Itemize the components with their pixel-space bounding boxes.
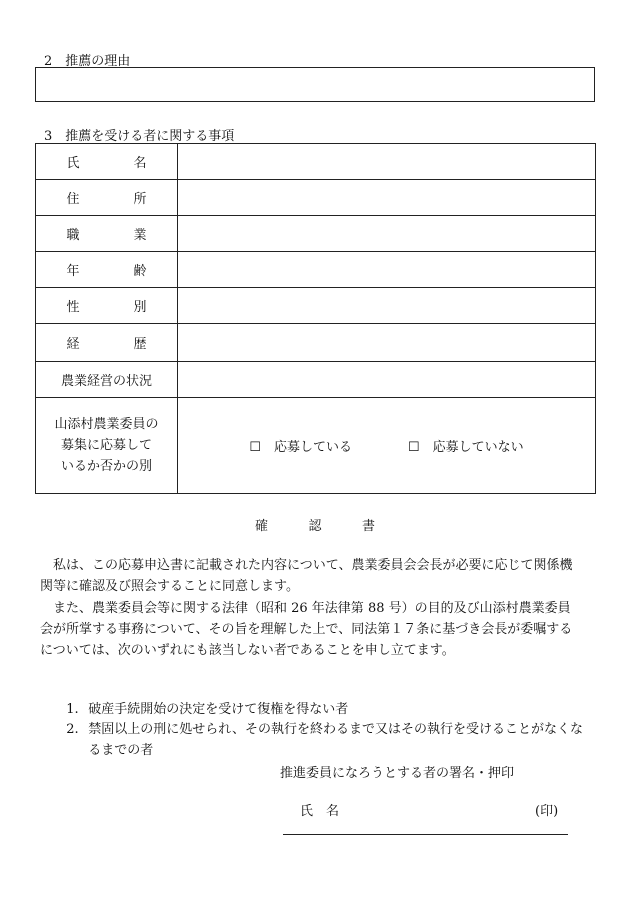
label-gender: 性 別 bbox=[36, 288, 178, 324]
list-item: 1. 破産手続開始の決定を受けて復権を得ない者 bbox=[66, 702, 349, 717]
signature-line-field[interactable] bbox=[283, 834, 568, 835]
value-name-field[interactable] bbox=[178, 144, 596, 180]
section-2-heading: 2 推薦の理由 bbox=[44, 54, 131, 69]
table-row-career bbox=[36, 324, 596, 362]
label-application: 山添村農業委員の 募集に応募して いるか否かの別 bbox=[36, 398, 178, 494]
value-address-field[interactable] bbox=[178, 180, 596, 216]
value-farm-status-field[interactable] bbox=[178, 362, 596, 398]
value-career-field[interactable] bbox=[178, 324, 596, 362]
table-row-farm-status bbox=[36, 362, 596, 398]
value-occupation-field[interactable] bbox=[178, 216, 596, 252]
label-occupation: 職 業 bbox=[36, 216, 178, 252]
consent-paragraph: 私は、この応募申込書に記載された内容について、農業委員会会長が必要に応じて関係機 関等に確認及び照会することに同意します。 bbox=[40, 558, 573, 594]
confirmation-title: 確 認 書 bbox=[255, 519, 375, 534]
table-row-gender bbox=[36, 288, 596, 324]
option-applied-checkbox[interactable]: ☐ 応募している bbox=[249, 440, 352, 455]
application-options bbox=[178, 398, 596, 494]
label-career: 経 歴 bbox=[36, 324, 178, 362]
seal-label: (印) bbox=[535, 804, 559, 819]
reason-field[interactable] bbox=[35, 67, 595, 102]
label-address: 住 所 bbox=[36, 180, 178, 216]
label-name: 氏 名 bbox=[36, 144, 178, 180]
declaration-paragraph: また、農業委員会等に関する法律（昭和 26 年法律第 88 号）の目的及び山添村農業委員 会が所掌する事務について、その旨を理解した上で、同法第１７条に基づき会長が委嘱する については、次のいずれにも該当しない者であることを申し立てます。 bbox=[40, 601, 573, 658]
option-not-applied-checkbox[interactable]: ☐ 応募していない bbox=[408, 440, 524, 455]
list-item-continuation: るまでの者 bbox=[88, 743, 154, 758]
label-farm-status: 農業経営の状況 bbox=[36, 362, 178, 398]
table-row-name bbox=[36, 144, 596, 180]
table-row-application bbox=[36, 398, 596, 494]
applicant-info-table bbox=[35, 143, 596, 494]
table-row-occupation bbox=[36, 216, 596, 252]
table-row-address bbox=[36, 180, 596, 216]
section-3-heading: 3 推薦を受ける者に関する事項 bbox=[44, 129, 235, 144]
value-gender-field[interactable] bbox=[178, 288, 596, 324]
table-row-age bbox=[36, 252, 596, 288]
list-item: 2. 禁固以上の刑に処せられ、その執行を終わるまで又はその執行を受けることがなくな bbox=[66, 722, 584, 737]
value-age-field[interactable] bbox=[178, 252, 596, 288]
signature-name-label: 氏 名 bbox=[300, 804, 340, 819]
label-age: 年 齢 bbox=[36, 252, 178, 288]
signature-heading: 推進委員になろうとする者の署名・押印 bbox=[280, 766, 515, 781]
